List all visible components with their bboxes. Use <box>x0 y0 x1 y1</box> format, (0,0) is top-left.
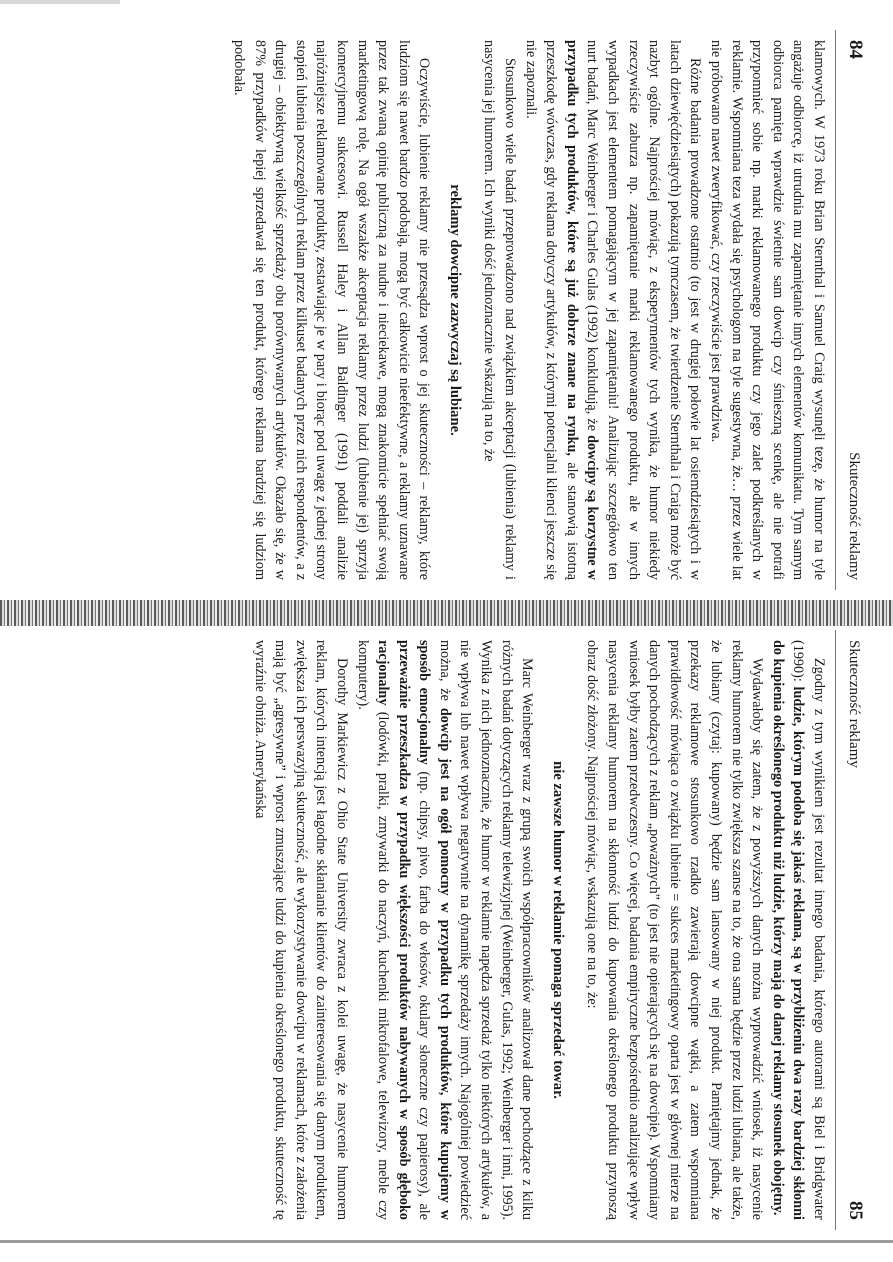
right-subheading: nie zawsze humor w reklamie pomaga sprzedać towar. <box>549 761 566 1099</box>
right-p3-emphasis-2: przeważnie przeszkadza w przypadku większości produktów nabywanych w sposób głęboko racjonalny <box>375 640 412 1220</box>
right-p3-emphasis-1: dowcip jest na ogół pomocny w przypadku tych produktów, które kupujemy w sposób emocjonalny <box>416 640 453 1220</box>
left-paragraph-1: klamowych. W 1973 roku Brian Sternthal i Samuel Craig wysunęli tezę, że humor na tyle angażuje odbiorcę, iż utrudnia mu zapamiętanie innych elementów komunikatu. Tym samym odbiorca pamięta wprawdzie świetnie sam dowcip czy śmieszną scenkę, ale nie potrafi przypomnieć sobie np. marki reklamowanego produktu czy jego zalet podkreślanych w reklamie. Wspomniana teza wydała się psychologom na tyle sugestywna, że… przez wiele lat nie próbowano nawet zweryfikować, czy rzeczywiście jest prawdziwa. <box>708 40 827 580</box>
right-p3-text-end: (lodówki, pralki, zmywarki do naczyń, kuchenki mikrofalowe, telewizory, meble czy komputery). <box>354 640 392 1220</box>
left-paragraph-4: Oczywiście, lubienie reklamy nie przesądza wprost o jej skuteczności – reklamy, które ludziom się nawet bardzo podobają, mogą być całkowicie nieefektywne, a reklamy uznawane przez tak zwaną opinię publiczną za nudne i nieciekawe, mogą znakomicie spełniać swoją marketingową rolę. Na ogół wszakże akceptacja reklamy przez ludzi (lubienie jej) sprzyja komercyjnemu sukcesowi. Russell Haley i Allan Baldinger (1991) poddali analizie najróżniejsze reklamowane produkty, zestawiając je w pary i biorąc pod uwagę z jednej strony stopień lubienia poszczególnych reklam przez kilkuset badanych przez nich respondentów, a z drugiej – obiektywną wielkość sprzedaży obu porównywanych artykułów. Okazało się, że w 87% przypadków lepiej sprzedawał się ten produkt, którego reklama bardziej się ludziom podobała. <box>230 40 433 580</box>
right-running-head: Skuteczność reklamy <box>846 640 862 768</box>
left-p2-text-end: ale stanowią istotną przeszkodę wówczas, gdy reklama dotyczy artykułów, z którymi potencjalni klienci jeszcze się nie zapoznali. <box>522 40 580 580</box>
right-page-number: 85 <box>845 1201 866 1220</box>
right-page <box>22 630 872 1230</box>
right-p3-text-mid: (np. chipsy, piwo, farba do włosów, okulary słoneczne czy papierosy), ale <box>416 764 433 1221</box>
left-page-header <box>835 30 872 590</box>
left-paragraph-3: Stosunkowo wiele badań przeprowadzono nad związkiem akceptacji (lubienia) reklamy i nasycenia jej humorem. Ich wyniki dość jednoznacznie wskazują na to, że <box>481 40 519 580</box>
right-paragraph-3 <box>352 640 537 1220</box>
right-paragraph-2: Wydawałoby się zatem, że z powyższych danych można wyprowadzić wniosek, iż nasycenie reklamy humorem nie tylko zwiększa szanse na to, że ona sama będzie przez ludzi lubiana, ale także, że lubiany (czytaj: kupowany) będzie sam lansowany w niej produkt. Pamiętajmy jednak, że przekazy reklamowe stosunkowo rzadko zawierają dowcipne wątki, a zatem wspomniana prawidłowość mówiąca o związku lubienie = sukces marketingowy oparta jest w głównej mierze na danych pochodzących z reklam „poważnych” (to jest nie opierających się na dowcipie). Wspomniany wniosek byłby zatem przedwczesny. Co więcej, badania empiryczne bezpośrednio analizujące wpływ nasycenia reklamy humorem na skłonność ludzi do kupowania określonego produktu przynoszą obraz dość złożony. Najprościej mówiąc, wskazują one na to, że: <box>584 640 766 1220</box>
right-page-body <box>249 630 835 1230</box>
left-page-number: 84 <box>845 40 866 59</box>
left-paragraph-2 <box>520 40 705 580</box>
left-page-body <box>228 30 835 590</box>
right-paragraph-4: Dorothy Markiewicz z Ohio State University zwraca z kolei uwagę, że nasycenie humorem reklam, których intencją jest łagodne skłanianie klientów do zainteresowania się danym produktem, zwiększa ich perswazyjną skuteczność, ale wykorzystywanie dowcipu w reklamach, które z założenia mają być „agresywne” i wprost zmuszające ludzi do kupienia określonego produktu, skuteczność tę wyraźnie obniża. Amerykańska <box>251 640 350 1220</box>
left-p2-emphasis: dowcipy są korzystne w przypadku tych produktów, które są już dobrze znane na rynku, <box>563 40 601 580</box>
page-gutter <box>0 600 893 626</box>
right-p1-text: Zgodny z tym wynikiem jest rezultat innego badania, którego autorami są Biel i Bridgwater (1990): <box>790 640 827 1220</box>
left-running-head: Skuteczność reklamy <box>846 452 862 580</box>
right-p3-text: Marc Weinberger wraz z grupą swoich współpracowników analizował dane pochodzące z kilku różnych badań dotyczących reklamy telewizyjnej (Weinberger, Gulas, 1992; Weinberger i inni, 1995). Wynika z nich jednoznacznie, że humor w reklamie napędza sprzedaż tylko niektórych artykułów, a nie wpływa lub nawet wpływa negatywnie na dynamikę sprzedaży innych. Najogólniej powiedzieć można, że <box>436 640 536 1220</box>
scan-edge-top <box>0 0 120 4</box>
right-p1-emphasis: ludzie, którym podoba się jakaś reklama, są w przybliżeniu dwa razy bardziej skłonni do kupienia określonego produktu niż ludzie, którzy mają do danej reklamy stosunek obojętny. <box>769 640 807 1220</box>
left-page <box>22 30 872 590</box>
scan-edge-bottom <box>0 1240 893 1243</box>
right-paragraph-1 <box>767 640 829 1220</box>
left-p2-text: Różne badania prowadzone ostatnio (to jest w drugiej połowie lat osiemdziesiątych i w latach dziewięćdziesiątych) pokazują tymczasem, że twierdzenie Sternthala i Craiga może być nazbyt ogólne. Najprościej mówiąc, z eksperymentów tych wynika, że humor niekiedy rzeczywiście zaburza np. zapamiętanie marki reklamowanego produktu, ale w innych wypadkach jest elementem pomagającym w jej zapamiętaniu! Analizując szczegółowo ten nurt badań, Marc Weinberger i Charles Gulas (1992) konkludują, że <box>584 40 704 580</box>
right-page-header <box>835 630 872 1230</box>
left-subheading: reklamy dowcipne zazwyczaj są lubiane. <box>446 184 463 436</box>
